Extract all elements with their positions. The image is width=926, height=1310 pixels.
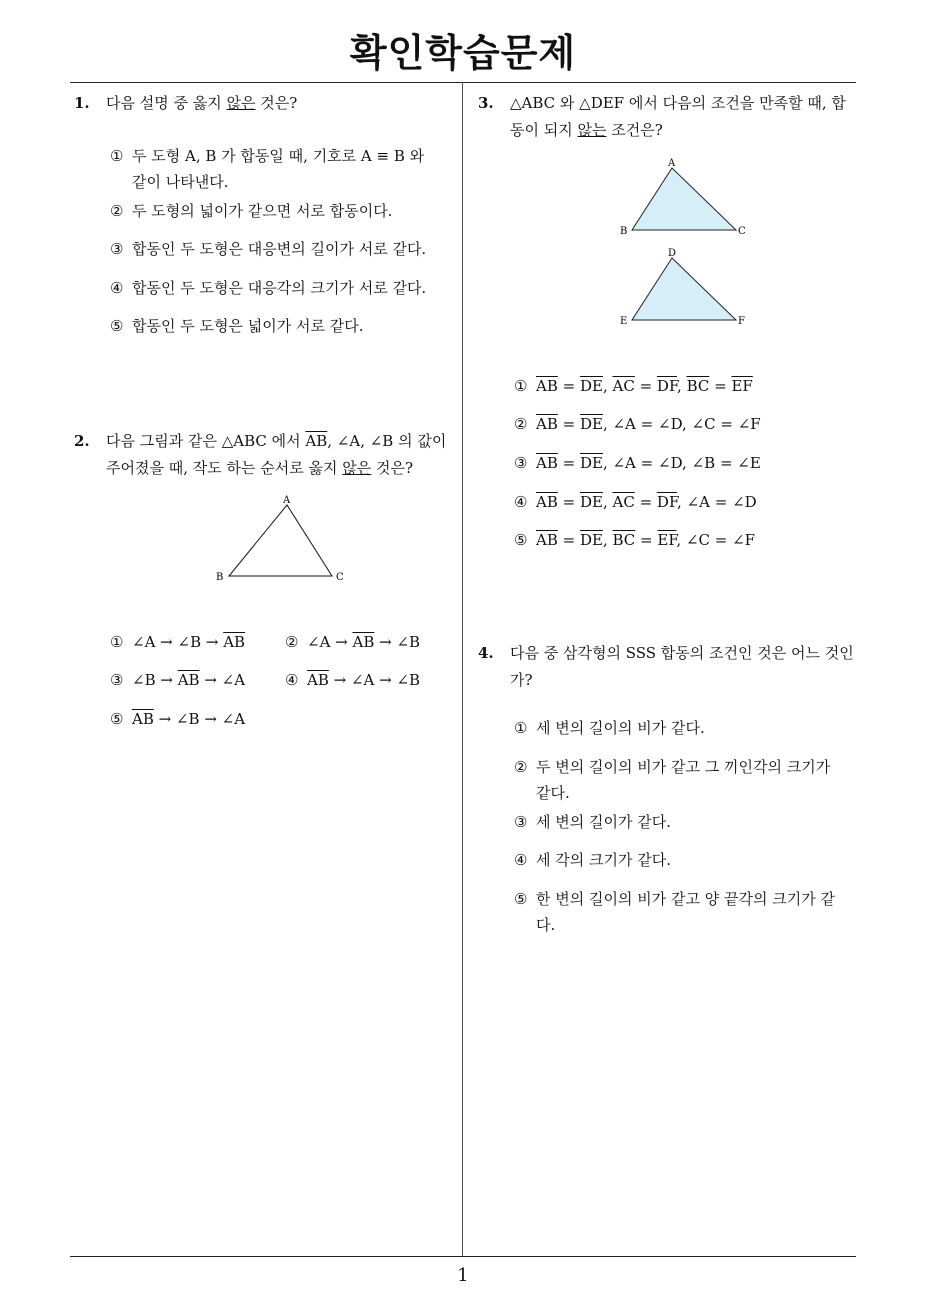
option-4: ④ $\overline{AB}$ → ∠A → ∠B (285, 671, 421, 689)
vertex-label-b: B (216, 572, 224, 583)
top-rule (70, 82, 856, 83)
question-number: 3. (478, 94, 494, 112)
page-title: 확인학습문제 (349, 31, 577, 75)
vertex-label-e: E (620, 316, 628, 327)
option-1: ① ∠A → ∠B → $\overline{AB}$ (110, 633, 246, 651)
option-5: ⑤ 합동인 두 도형은 넓이가 서로 같다. (110, 317, 364, 335)
question-number: 4. (478, 644, 494, 662)
question-stem: 다음 설명 중 옳지 않은 것은? (106, 94, 298, 112)
vertex-label-c: C (336, 572, 344, 583)
underline-text: 않는 (577, 121, 607, 139)
option-5: ⑤ 한 변의 길이의 비가 같고 양 끝각의 크기가 같 다. (514, 890, 835, 934)
option-4: ④ $\overline{AB} = \overline{DE}$, $\overline{AC} = \overline{DF}$, ∠A = ∠D (514, 493, 757, 511)
option-1: ① 세 변의 길이의 비가 같다. (514, 719, 705, 737)
triangle-abc-figure (212, 492, 352, 584)
vertex-label-c: C (738, 226, 746, 237)
question-stem: 다음 중 삼각형의 SSS 합동의 조건인 것은 어느 것인 가? (510, 644, 854, 689)
question-1 (74, 90, 464, 120)
column-divider (462, 82, 463, 1256)
question-stem: △ABC 와 △DEF 에서 다음의 조건을 만족할 때, 합 동이 되지 않는 조건은? (510, 94, 846, 139)
option-4: ④ 세 각의 크기가 같다. (514, 851, 671, 869)
option-2: ② ∠A → $\overline{AB}$ → ∠B (285, 633, 421, 651)
vertex-label-a: A (283, 495, 291, 506)
question-3 (478, 90, 863, 146)
option-3: ③ $\overline{AB} = \overline{DE}$, ∠A = ∠D, ∠B = ∠E (514, 454, 761, 472)
option-2: ② $\overline{AB} = \overline{DE}$, ∠A = ∠D, ∠C = ∠F (514, 415, 761, 433)
underline-text: 않은 (342, 459, 372, 477)
triangle-def-shape (632, 258, 736, 320)
triangle-def-figure (616, 244, 756, 330)
option-3: ③ 세 변의 길이가 같다. (514, 813, 671, 831)
question-number: 1. (74, 94, 90, 112)
underline-text: 않은 (226, 94, 256, 112)
question-4 (478, 640, 863, 696)
option-2: ② 두 변의 길이의 비가 같고 그 끼인각의 크기가 같다. (514, 758, 831, 802)
option-1: ① $\overline{AB} = \overline{DE}$, $\overline{AC} = \overline{DF}$, $\overline{BC} = \overline{EF}$ (514, 377, 753, 395)
vertex-label-d: D (668, 248, 677, 259)
option-5: ⑤ $\overline{AB}$ → ∠B → ∠A (110, 710, 246, 728)
option-2: ② 두 도형의 넓이가 같으면 서로 합동이다. (110, 202, 393, 220)
question-number: 2. (74, 432, 90, 450)
option-3: ③ ∠B → $\overline{AB}$ → ∠A (110, 671, 246, 689)
triangle-abc-shape (632, 168, 736, 230)
option-3: ③ 합동인 두 도형은 대응변의 길이가 서로 같다. (110, 240, 427, 258)
triangle-abc-figure (616, 154, 756, 240)
page-number: 1 (457, 1265, 469, 1286)
vertex-label-b: B (620, 226, 628, 237)
bottom-rule (70, 1256, 856, 1257)
option-1: ① 두 도형 A, B 가 합동일 때, 기호로 A ≡ B 와 같이 나타낸다. (110, 147, 425, 191)
option-4: ④ 합동인 두 도형은 대응각의 크기가 서로 같다. (110, 279, 427, 297)
vertex-label-f: F (738, 316, 745, 327)
option-5: ⑤ $\overline{AB} = \overline{DE}$, $\overline{BC} = \overline{EF}$, ∠C = ∠F (514, 531, 756, 549)
question-stem: 다음 그림과 같은 △ABC 에서 $\overline{AB}$, ∠A, ∠B 의 값이 주어졌을 때, 작도 하는 순서로 옳지 않은 것은? (106, 432, 447, 477)
vertex-label-a: A (668, 158, 676, 169)
question-2 (74, 428, 459, 484)
